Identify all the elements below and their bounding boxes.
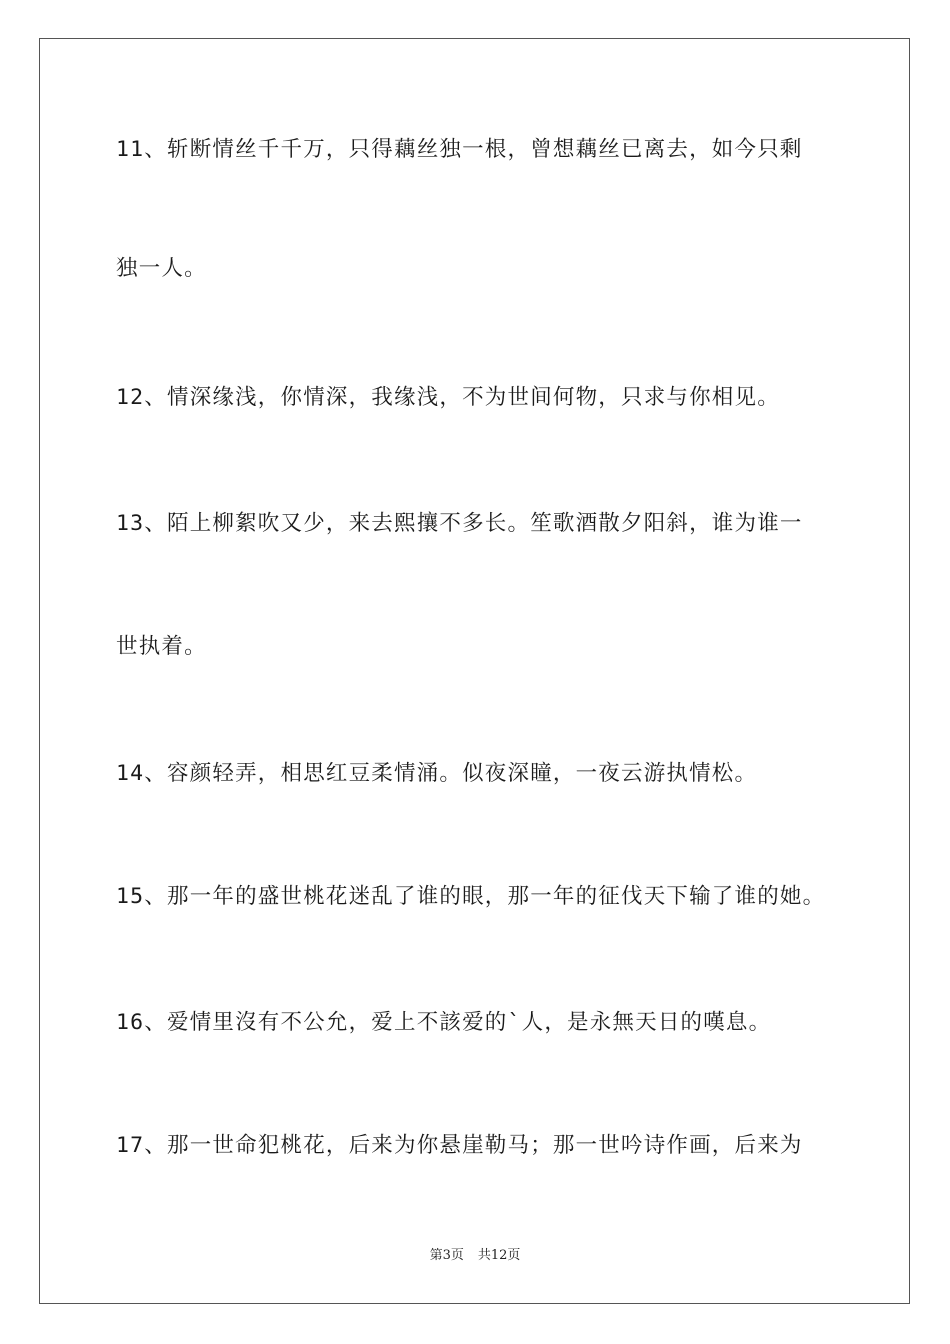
text-line: 世执着。: [116, 634, 207, 659]
page-number: 第3页: [429, 1248, 464, 1263]
text-line: 16、爱情里沒有不公允，爱上不該爱的`人，是永無天日的嘆息。: [116, 1010, 772, 1035]
text-line: 15、那一年的盛世桃花迷乱了谁的眼，那一年的征伐天下输了谁的她。: [116, 884, 826, 909]
text-line: 11、斩断情丝千千万，只得藕丝独一根，曾想藕丝已离去，如今只剩: [116, 137, 803, 162]
page-border: [39, 38, 910, 1304]
page-total: 共12页: [477, 1248, 521, 1263]
text-line: 独一人。: [116, 256, 207, 281]
text-line: 14、容颜轻弄，相思红豆柔情涌。似夜深瞳，一夜云游执情松。: [116, 761, 758, 786]
text-line: 12、情深缘浅，你情深，我缘浅，不为世间何物，只求与你相见。: [116, 385, 780, 410]
page-footer: [0, 1248, 950, 1264]
text-line: 17、那一世命犯桃花，后来为你悬崖勒马；那一世吟诗作画，后来为: [116, 1133, 803, 1158]
text-line: 13、陌上柳絮吹又少，来去熙攘不多长。笙歌酒散夕阳斜，谁为谁一: [116, 511, 803, 536]
